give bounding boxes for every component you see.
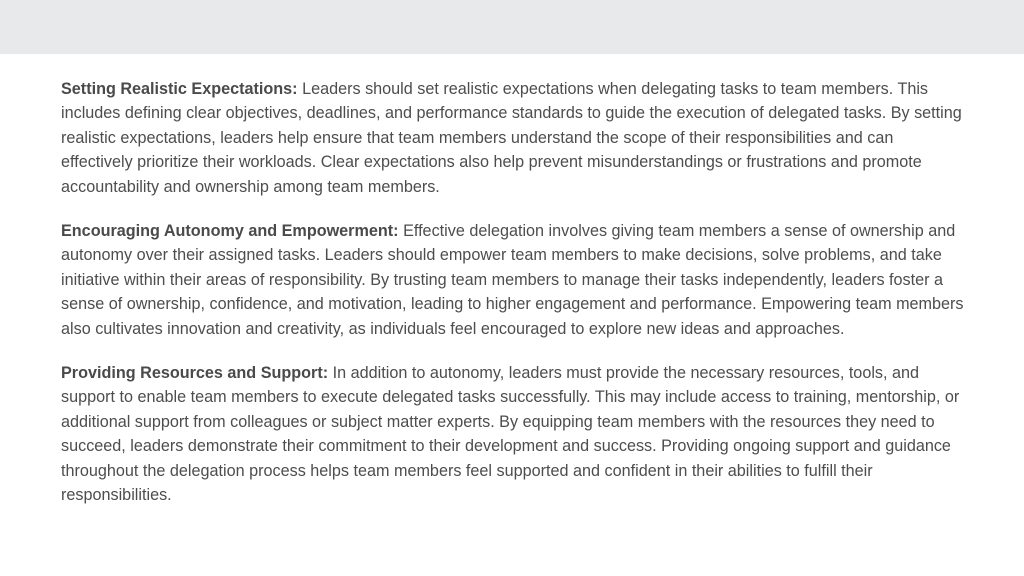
paragraph-heading: Encouraging Autonomy and Empowerment: <box>61 222 399 241</box>
paragraph-body: In addition to autonomy, leaders must provide the necessary resources, tools, and support to enable team members to execute delegated tasks successfully. This may include access to training, mentorship, or additional support from colleagues or subject matter experts. By equipping team members with the resources they need to succeed, leaders demonstrate their commitment to their development and success. Providing ongoing support and guidance throughout the delegation process helps team members feel supported and confident in their abilities to fulfill their responsibilities. <box>61 364 960 505</box>
slide-content <box>61 77 966 508</box>
paragraph-body: Effective delegation involves giving team members a sense of ownership and autonomy over their assigned tasks. Leaders should empower team members to make decisions, solve problems, and take initiative within their areas of responsibility. By trusting team members to manage their tasks independently, leaders foster a sense of ownership, confidence, and motivation, leading to higher engagement and performance. Empowering team members also cultivates innovation and creativity, as individuals feel encouraged to explore new ideas and approaches. <box>61 222 964 338</box>
paragraph-heading: Setting Realistic Expectations: <box>61 80 298 98</box>
paragraph-setting-realistic-expectations <box>61 77 966 199</box>
paragraph-providing-resources <box>61 361 966 507</box>
paragraph-heading: Providing Resources and Support: <box>61 364 329 383</box>
paragraph-encouraging-autonomy <box>61 219 966 341</box>
paragraph-body: Leaders should set realistic expectations when delegating tasks to team members. This includes defining clear objectives, deadlines, and performance standards to guide the execution of delegated tasks. By setting realistic expectations, leaders help ensure that team members understand the scope of their responsibilities and can effectively prioritize their workloads. Clear expectations also help prevent misunderstandings or frustrations and promote accountability and ownership among team members. <box>61 80 962 196</box>
header-band <box>0 0 1024 54</box>
